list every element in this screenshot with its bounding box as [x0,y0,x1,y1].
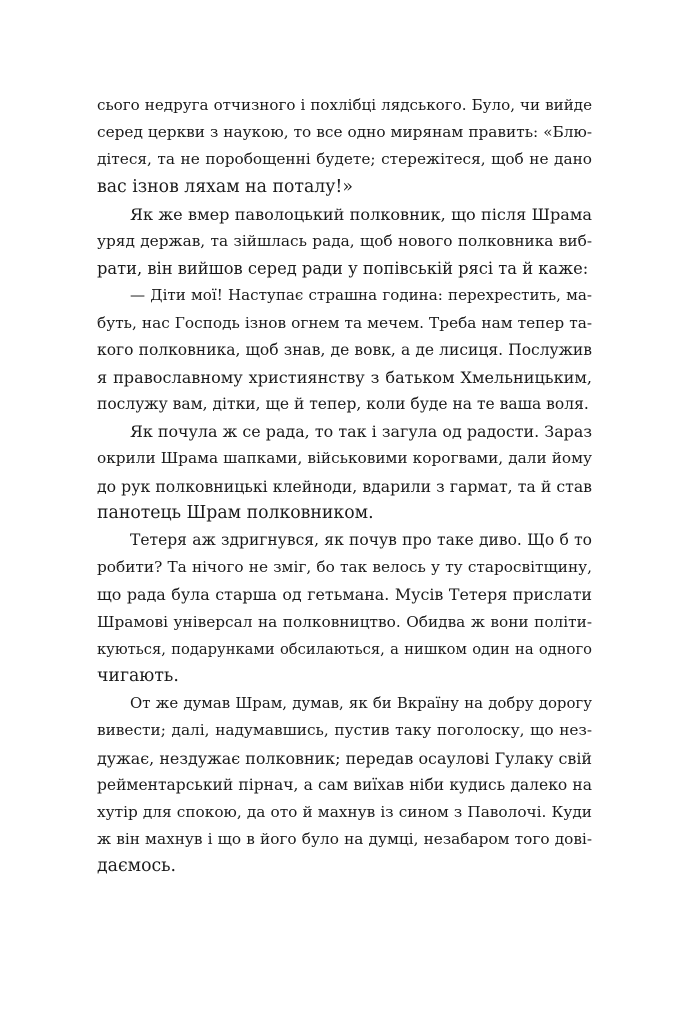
text-line: — Діти мої! Наступає страшна година: перехрестить, ма- [130,286,592,305]
text-line: чигають. [97,665,179,686]
text-line: куються, подарунками обсилаються, а нишком один на одного [97,640,592,658]
text-line: ж він махнув і що в його було на думці, незабаром того дові- [97,830,592,849]
text-line: Як же вмер паволоцький полковник, що після Шрама [130,204,592,224]
text-line: послужу вам, дітки, ще й тепер, коли буде на те ваша воля. [97,395,589,414]
text-line: вивести; далі, надумавшись, пустив таку поголоску, що нез- [97,721,592,740]
text-line: вас ізнов ляхам на поталу!» [97,176,353,197]
paragraph-1 [97,92,592,201]
text-line: окрили Шрама шапками, військовими корогвами, дали йому [97,449,592,468]
text-line: рейментарський пірнач, а сам виїхав ніби кудись далеко на [97,775,592,794]
text-line: сього недруга отчизного і похлібці лядського. Було, чи вийде [97,96,592,114]
text-line: панотець Шрам полковником. [97,502,374,523]
text-line: я православному християнству з батьком Хмельницьким, [97,367,592,387]
text-line: до рук полковницькі клейноди, вдарили з гармат, та й став [97,476,592,496]
paragraph-4 [97,418,592,527]
text-line: хутір для спокою, да ото й махнув із сином з Паволочі. Куди [97,802,592,821]
text-line: уряд держав, та зійшлась рада, щоб нового полковника виб- [97,231,592,250]
book-page [97,92,592,880]
text-line: робити? Та нічого не зміг, бо так велось у ту старосвітщину, [97,558,592,577]
text-line: рати, він вийшов серед ради у попівській рясі та й каже: [97,259,589,279]
text-line: даємось. [97,856,177,877]
paragraph-3 [97,282,592,418]
text-line: Як почула ж се рада, то так і загула од радости. Зараз [130,422,592,442]
text-line: дужає, нездужає полковник; передав осаулові Гулаку свій [97,748,592,768]
paragraph-6 [97,690,592,880]
text-line: дітеся, та не поробощенні будете; стережітеся, щоб не дано [97,150,592,169]
paragraph-2 [97,201,592,283]
text-line: серед церкви з наукою, то все одно мирянам править: «Блю- [97,123,592,142]
text-line: буть, нас Господь ізнов огнем та мечем. Треба нам тепер та- [97,313,592,332]
text-line: що рада була старша од гетьмана. Мусів Тетеря прислати [97,585,592,605]
text-line: Тетеря аж здригнувся, як почув про таке диво. Що б то [130,531,592,549]
text-line: Шрамові універсал на полковництво. Обидва ж вони політи- [97,612,592,631]
text-line: кого полковника, щоб знав, де вовк, а де лисиця. Послужив [97,340,592,359]
text-line: От же думав Шрам, думав, як би Вкраїну на добру дорогу [130,694,592,713]
paragraph-5 [97,527,592,690]
